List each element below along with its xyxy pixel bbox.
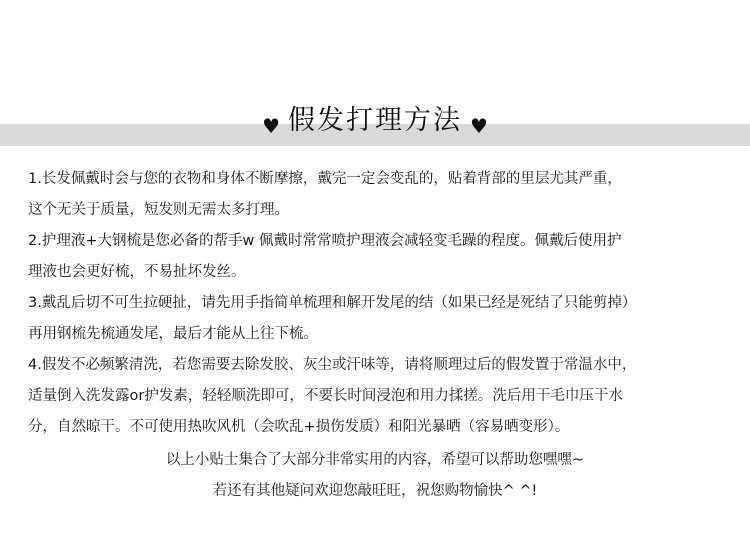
- paragraph-line: 4.假发不必频繁清洗，若您需要去除发胶、灰尘或汗味等，请将顺理过后的假发置于常温水中，: [28, 357, 637, 373]
- closing-line: 以上小贴士集合了大部分非常实用的内容，希望可以帮助您嘿嘿~: [165, 452, 585, 468]
- title-area: [0, 98, 750, 142]
- paragraph-line: 1.长发佩戴时会与您的衣物和身体不断摩擦，戴完一定会变乱的，贴着背部的里层尤其严重，: [28, 171, 622, 187]
- paragraph-line: 再用钢梳先梳通发尾，最后才能从上往下梳。: [28, 326, 318, 342]
- title-row: [256, 104, 494, 138]
- heart-left-icon: ♥: [262, 114, 280, 138]
- page-title: 假发打理方法: [288, 104, 462, 136]
- heart-right-icon: ♥: [470, 114, 488, 138]
- paragraph-line: 理液也会更好梳，不易扯坏发丝。: [28, 264, 246, 280]
- paragraph-line: 适量倒入洗发露or护发素，轻轻顺洗即可，不要长时间浸泡和用力揉搓。洗后用干毛巾压干水: [28, 388, 623, 404]
- paragraph-line: 3.戴乱后切不可生拉硬扯，请先用手指简单梳理和解开发尾的结（如果已经是死结了只能剪掉）: [28, 295, 637, 311]
- closing-line: 若还有其他疑问欢迎您敲旺旺，祝您购物愉快^ ^!: [212, 483, 538, 499]
- paragraph-line: 这个无关于质量，短发则无需太多打理。: [28, 202, 289, 218]
- paragraph-line: 2.护理液+大钢梳是您必备的帮手w 佩戴时常常喷护理液会减轻变毛躁的程度。佩戴后使用护: [28, 233, 622, 249]
- paragraph-line: 分，自然晾干。不可使用热吹风机（会吹乱+损伤发质）和阳光暴晒（容易晒变形）。: [28, 419, 570, 435]
